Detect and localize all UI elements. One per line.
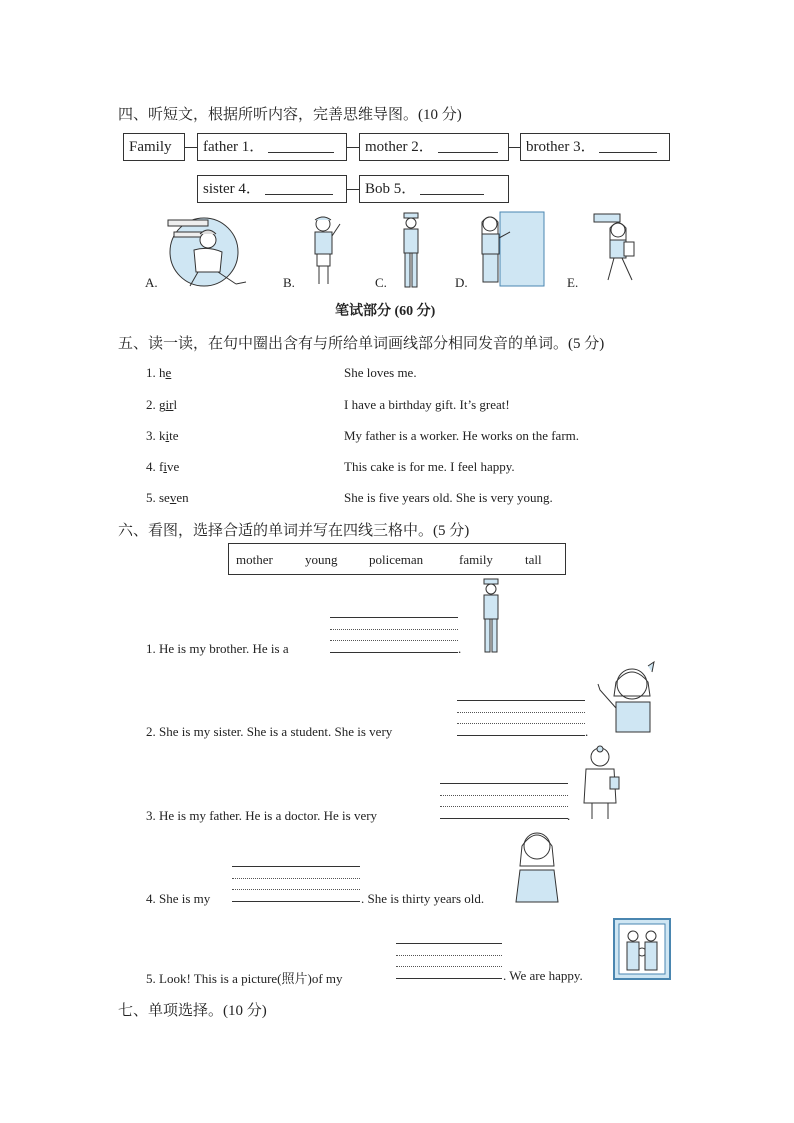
answer-blank[interactable]	[420, 194, 484, 195]
answer-blank[interactable]	[438, 152, 498, 153]
connector	[347, 189, 359, 190]
word-bank-item: tall	[525, 552, 542, 567]
section-7-title: 七、单项选择。(10 分)	[118, 1003, 267, 1019]
word-bank-item: young	[305, 552, 338, 567]
doctor-picture	[580, 743, 622, 821]
word-bank	[228, 543, 566, 575]
section-6-title: 六、看图，选择合适的单词并写在四线三格中。(5 分)	[118, 523, 470, 539]
fill-sentence-prefix: 1. He is my brother. He is a	[146, 641, 289, 656]
schoolgirl-picture	[592, 210, 640, 290]
sentence-item[interactable]: My father is a worker. He works on the farm.	[344, 428, 580, 443]
word-item: 5. seven	[146, 490, 189, 505]
fill-sentence-suffix: .	[458, 641, 462, 656]
connector	[509, 147, 520, 148]
fill-sentence-prefix: 2. She is my sister. She is a student. She is very	[146, 724, 393, 739]
policeman-picture	[400, 212, 422, 290]
written-section-header: 笔试部分 (60 分)	[335, 304, 436, 319]
mindmap-box-brother[interactable]: brother 3．	[520, 133, 670, 161]
word-item: 1. he	[146, 365, 172, 380]
answer-blank[interactable]	[268, 152, 334, 153]
answer-blank[interactable]	[599, 152, 657, 153]
fill-sentence-suffix: .	[567, 808, 571, 823]
mother-picture	[512, 826, 562, 904]
connector	[347, 147, 359, 148]
pic-label-b: B.	[283, 275, 295, 290]
four-line-grid[interactable]	[396, 943, 502, 979]
worker-picture	[160, 212, 255, 290]
sentence-item[interactable]: I have a birthday gift. It’s great!	[344, 397, 510, 412]
fill-sentence-prefix: 3. He is my father. He is a doctor. He is very	[146, 808, 378, 823]
fill-sentence-suffix: . We are happy.	[503, 968, 583, 983]
sentence-item[interactable]: This cake is for me. I feel happy.	[344, 459, 515, 474]
student-girl-picture	[594, 660, 662, 736]
schoolboy-picture	[305, 212, 345, 290]
policeman-picture	[480, 578, 502, 654]
word-bank-item: policeman	[369, 552, 424, 567]
mindmap-box-family: Family	[123, 133, 185, 161]
mindmap-box-mother[interactable]: mother 2．	[359, 133, 509, 161]
family-photo-picture	[613, 918, 671, 980]
word-item: 2. girl	[146, 397, 178, 412]
four-line-grid[interactable]	[232, 866, 360, 902]
fill-sentence-suffix: . She is thirty years old.	[361, 891, 485, 906]
fill-sentence-suffix: .	[585, 724, 589, 739]
pic-label-d: D.	[455, 275, 468, 290]
section-5-title: 五、读一读，在句中圈出含有与所给单词画线部分相同发音的单词。(5 分)	[118, 336, 605, 352]
four-line-grid[interactable]	[440, 783, 568, 819]
sentence-item[interactable]: She loves me.	[344, 365, 417, 380]
word-item: 4. five	[146, 459, 180, 474]
four-line-grid[interactable]	[457, 700, 585, 736]
teacher-picture	[476, 210, 546, 290]
connector	[185, 147, 197, 148]
mindmap-box-father[interactable]: father 1．	[197, 133, 347, 161]
fill-sentence-prefix: 5. Look! This is a picture(照片)of my	[146, 971, 343, 986]
word-bank-item: mother	[236, 552, 273, 567]
four-line-grid[interactable]	[330, 617, 458, 653]
word-item: 3. kite	[146, 428, 179, 443]
sentence-item[interactable]: She is five years old. She is very young.	[344, 490, 553, 505]
word-bank-item: family	[459, 552, 493, 567]
fill-sentence-prefix: 4. She is my	[146, 891, 211, 906]
answer-blank[interactable]	[265, 194, 333, 195]
mindmap-box-bob[interactable]: Bob 5．	[359, 175, 509, 203]
mindmap-box-sister[interactable]: sister 4．	[197, 175, 347, 203]
pic-label-c: C.	[375, 275, 387, 290]
pic-label-e: E.	[567, 275, 579, 290]
section-4-title: 四、听短文，根据所听内容，完善思维导图。(10 分)	[118, 107, 462, 123]
pic-label-a: A.	[145, 275, 158, 290]
